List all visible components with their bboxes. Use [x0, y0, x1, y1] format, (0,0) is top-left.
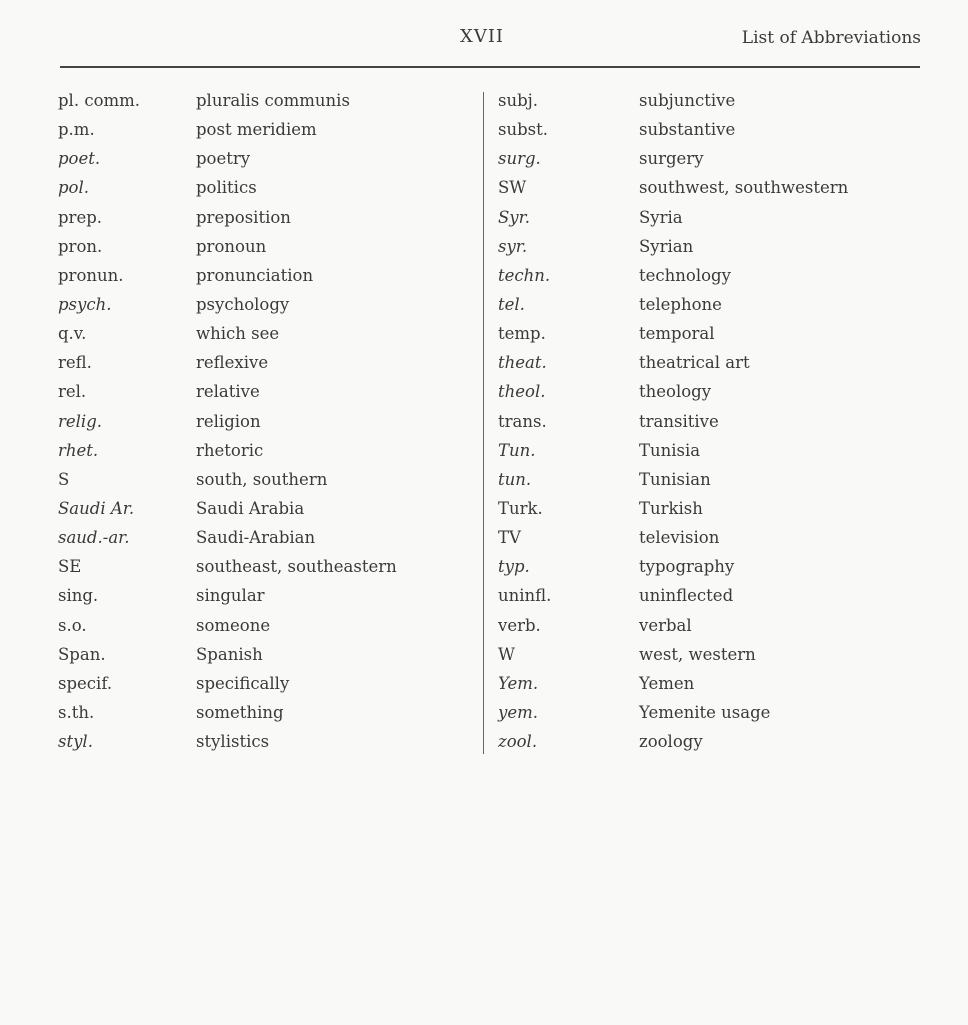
abbreviation-meaning: Yemen: [639, 673, 695, 693]
abbreviation: surg.: [498, 149, 541, 169]
abbreviation: SW: [498, 178, 527, 198]
abbreviation: theat.: [498, 353, 547, 373]
abbreviation-meaning: substantive: [639, 120, 736, 140]
abbreviation: pron.: [58, 236, 103, 256]
abbreviation-meaning: theology: [639, 382, 712, 402]
abbreviation-meaning: verbal: [639, 615, 692, 635]
abbreviation: Span.: [58, 644, 106, 664]
abbreviation: rel.: [58, 382, 87, 402]
abbreviation: pol.: [58, 178, 90, 198]
abbreviation: TV: [498, 528, 521, 548]
abbreviation: yem.: [498, 702, 538, 722]
abbreviation: verb.: [498, 615, 541, 635]
abbreviation-meaning: reflexive: [196, 353, 269, 373]
abbreviation-meaning: rhetoric: [196, 440, 264, 460]
abbreviation: subst.: [498, 120, 548, 140]
abbreviation: sing.: [58, 586, 99, 606]
abbreviation: s.o.: [58, 615, 87, 635]
abbreviation-meaning: Tunisia: [639, 440, 701, 460]
abbreviation-meaning: someone: [196, 615, 271, 635]
section-title: List of Abbreviations: [741, 28, 921, 48]
abbreviation-meaning: Yemenite usage: [639, 702, 771, 722]
abbreviation-meaning: southeast, southeastern: [196, 557, 397, 577]
column-divider: [483, 92, 484, 754]
abbreviation: refl.: [58, 353, 92, 373]
abbreviation-meaning: relative: [196, 382, 260, 402]
abbreviation: p.m.: [58, 120, 95, 140]
abbreviation-meaning: poetry: [196, 149, 251, 169]
abbreviation-meaning: southwest, southwestern: [639, 178, 849, 198]
abbreviation: s.th.: [58, 702, 95, 722]
abbreviation-meaning: television: [639, 528, 720, 548]
abbreviation-meaning: Turkish: [639, 498, 703, 518]
abbreviation: styl.: [58, 732, 93, 752]
abbreviation-meaning: Saudi-Arabian: [196, 528, 316, 548]
abbreviation-meaning: religion: [196, 411, 261, 431]
abbreviation-meaning: uninflected: [639, 586, 734, 606]
abbreviation: Turk.: [498, 498, 543, 518]
abbreviation-meaning: stylistics: [196, 732, 270, 752]
abbreviation-meaning: zoology: [639, 732, 703, 752]
abbreviation: pronun.: [58, 265, 124, 285]
abbreviation: relig.: [58, 411, 103, 431]
abbreviation-meaning: west, western: [639, 644, 756, 664]
abbreviation-meaning: south, southern: [196, 469, 328, 489]
abbreviation-meaning: pluralis communis: [196, 91, 350, 110]
abbreviation: trans.: [498, 411, 547, 431]
abbreviation: saud.-ar.: [58, 528, 130, 548]
abbreviation-meaning: politics: [196, 178, 257, 198]
abbreviation: subj.: [498, 91, 539, 110]
abbreviation-meaning: which see: [196, 324, 280, 344]
abbreviation: zool.: [498, 732, 538, 752]
abbreviation: Tun.: [498, 440, 536, 460]
abbreviation: W: [498, 644, 515, 664]
page-number: XVII: [460, 26, 505, 47]
abbreviation-meaning: technology: [639, 265, 731, 285]
abbreviation-meaning: Saudi Arabia: [196, 498, 305, 518]
abbreviation-meaning: psychology: [196, 294, 290, 314]
abbreviation-meaning: preposition: [196, 207, 291, 227]
abbreviation: q.v.: [58, 324, 87, 344]
abbreviation-meaning: post meridiem: [196, 120, 317, 140]
abbreviation: Yem.: [498, 673, 539, 693]
abbreviation: psych.: [58, 294, 112, 314]
abbreviation: techn.: [498, 265, 551, 285]
abbreviation: Syr.: [498, 207, 530, 227]
abbreviation-meaning: Syrian: [639, 236, 694, 256]
abbreviation-meaning: pronunciation: [196, 265, 314, 285]
abbreviation: tun.: [498, 469, 532, 489]
abbreviation-meaning: pronoun: [196, 236, 267, 256]
abbreviation: syr.: [498, 236, 528, 256]
abbreviation-meaning: temporal: [639, 324, 715, 344]
abbreviation-meaning: transitive: [639, 411, 719, 431]
abbreviation: S: [58, 469, 70, 489]
abbreviation-meaning: Syria: [639, 207, 683, 227]
abbreviation: uninfl.: [498, 586, 552, 606]
abbreviation: typ.: [498, 557, 530, 577]
abbreviation: tel.: [498, 294, 525, 314]
abbreviation: SE: [58, 557, 82, 577]
abbreviation: pl. comm.: [58, 91, 141, 110]
abbreviation-meaning: telephone: [639, 294, 722, 314]
abbreviation: poet.: [58, 149, 101, 169]
abbreviation: prep.: [58, 207, 103, 227]
abbreviation-meaning: theatrical art: [639, 353, 750, 373]
header-rule: [60, 66, 920, 68]
abbreviation: temp.: [498, 324, 546, 344]
abbreviation-meaning: specifically: [196, 673, 290, 693]
abbreviation-meaning: subjunctive: [639, 91, 736, 110]
abbreviation: rhet.: [58, 440, 99, 460]
abbreviation-meaning: Tunisian: [639, 469, 711, 489]
abbreviation-meaning: something: [196, 702, 284, 722]
abbreviation: theol.: [498, 382, 546, 402]
abbreviation: specif.: [58, 673, 113, 693]
abbreviation-meaning: surgery: [639, 149, 704, 169]
abbreviation-meaning: Spanish: [196, 644, 263, 664]
abbreviation: Saudi Ar.: [58, 498, 135, 518]
abbreviation-meaning: singular: [196, 586, 265, 606]
abbreviation-meaning: typography: [639, 557, 735, 577]
